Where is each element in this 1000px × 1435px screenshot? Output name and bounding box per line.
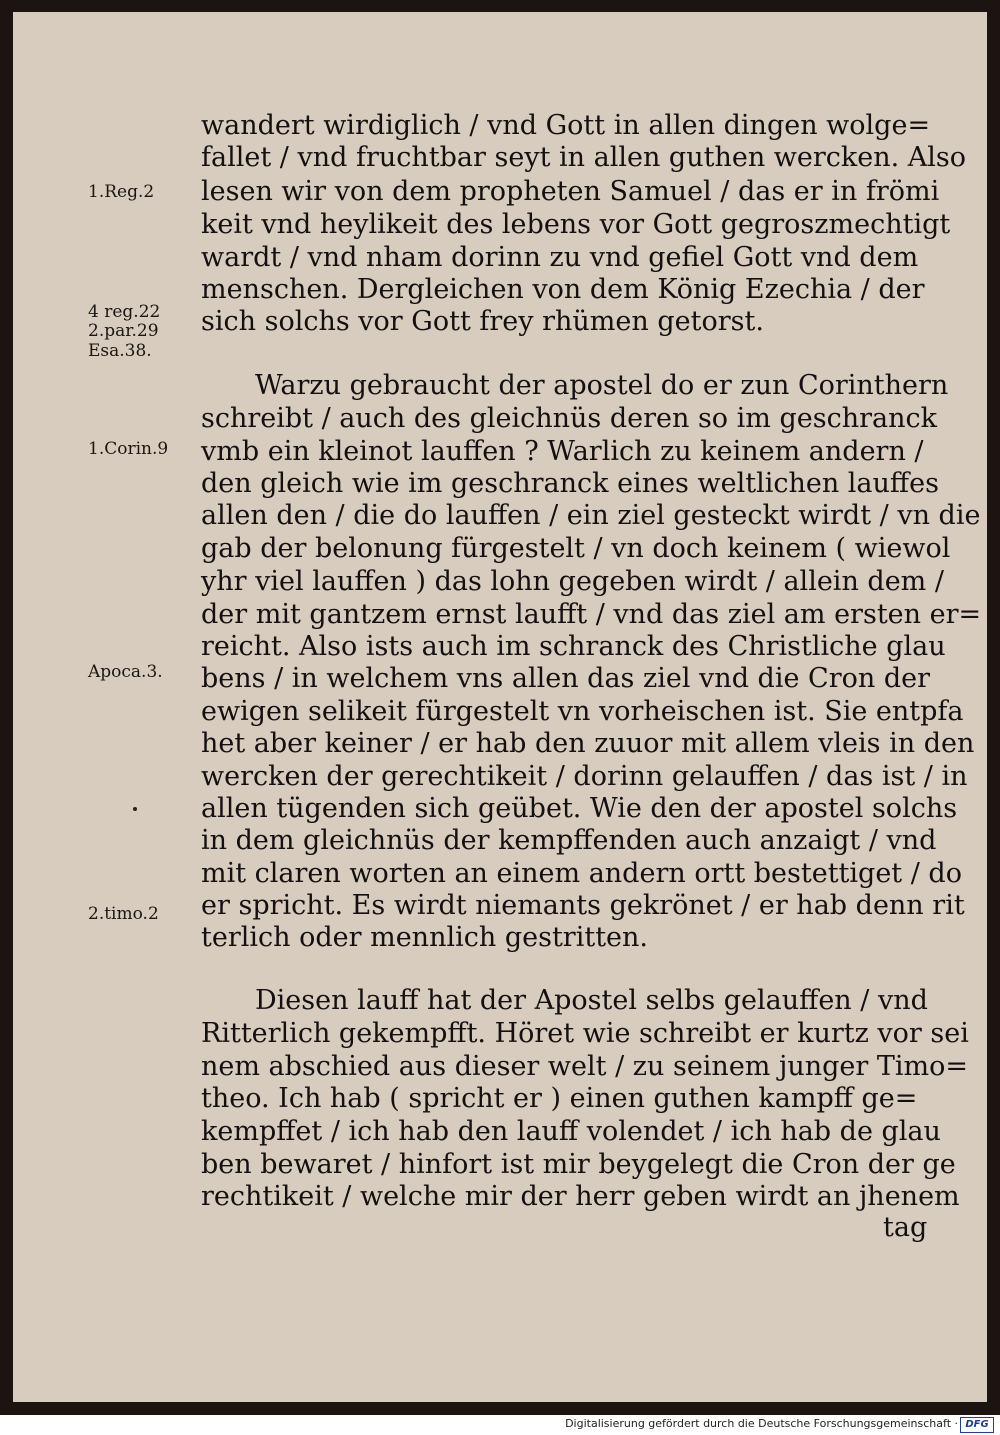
text-line: den gleich wie im geschranck eines weltlichen lauffes [201,468,939,499]
margin-note: 1.Reg.2 [88,182,155,202]
catchword: tag [883,1212,928,1243]
text-line: rechtikeit / welche mir der herr geben wirdt an jhenem [201,1181,960,1212]
text-line: sich solchs vor Gott frey rhümen getorst. [201,306,764,337]
text-line: theo. Ich hab ( spricht er ) einen guthen kampff ge= [201,1083,918,1114]
text-line: kempffet / ich hab den lauff volendet / ich hab de glau [201,1116,941,1147]
text-line: wercken der gerechtikeit / dorinn gelauffen / das ist / in [201,761,968,792]
text-line: wardt / vnd nham dorinn zu vnd gefiel Gott vnd dem [201,242,919,273]
text-line: reicht. Also ists auch im schranck des Christliche glau [201,631,946,662]
text-line: allen den / die do lauffen / ein ziel gesteckt wirdt / vn die [201,500,981,531]
margin-note: 1.Corin.9 [88,439,169,459]
text-line: ben bewaret / hinfort ist mir beygelegt die Cron der ge [201,1149,956,1180]
margin-note: 2.par.29 [88,321,159,341]
text-line: er spricht. Es wirdt niemants gekrönet / er hab denn rit [201,890,965,921]
text-line: het aber keiner / er hab den zuuor mit allem vleis in den [201,728,975,759]
margin-note: 2.timo.2 [88,904,159,924]
funding-note: Digitalisierung gefördert durch die Deutsche Forschungsgemeinschaft · [565,1417,958,1430]
text-line: yhr viel lauffen ) das lohn gegeben wirdt / allein dem / [201,566,944,597]
text-line: allen tügenden sich geübet. Wie den der apostel solchs [201,793,958,824]
text-line: gab der belonung fürgestelt / vn doch keinem ( wiewol [201,533,951,564]
margin-note: 4 reg.22 [88,302,161,322]
text-line: keit vnd heylikeit des lebens vor Gott gegroszmechtigt [201,209,951,240]
text-line: der mit gantzem ernst laufft / vnd das ziel am ersten er= [201,599,982,630]
text-line: wandert wirdiglich / vnd Gott in allen dingen wolge= [201,110,931,141]
text-line: fallet / vnd fruchtbar seyt in allen guthen wercken. Also [201,142,967,173]
dfg-logo: DFG [960,1417,994,1433]
ink-mark [133,807,137,811]
text-line: nem abschied aus dieser welt / zu seinem junger Timo= [201,1051,969,1082]
text-line: ewigen selikeit fürgestelt vn vorheischen ist. Sie entpfa [201,696,964,727]
footer-bar [0,1415,1000,1435]
text-line: vmb ein kleinot lauffen ? Warlich zu keinem andern / [201,436,924,467]
margin-note: Esa.38. [88,341,152,361]
text-line: bens / in welchem vns allen das ziel vnd die Cron der [201,663,930,694]
text-line: terlich oder mennlich gestritten. [201,922,648,953]
text-line: menschen. Dergleichen von dem König Ezechia / der [201,274,925,305]
text-line: schreibt / auch des gleichnüs deren so im geschranck [201,403,937,434]
text-line: in dem gleichnüs der kempffenden auch anzaigt / vnd [201,825,937,856]
book-page [13,12,987,1402]
text-line: Diesen lauff hat der Apostel selbs gelauffen / vnd [255,985,928,1016]
text-line: mit claren worten an einem andern ortt bestettiget / do [201,858,962,889]
margin-note: Apoca.3. [88,662,163,682]
text-line: Ritterlich gekempfft. Höret wie schreibt er kurtz vor sei [201,1018,969,1049]
main-text [13,12,987,1402]
text-line: Warzu gebraucht der apostel do er zun Corinthern [255,370,949,401]
text-line: lesen wir von dem propheten Samuel / das er in frömi [201,176,940,207]
